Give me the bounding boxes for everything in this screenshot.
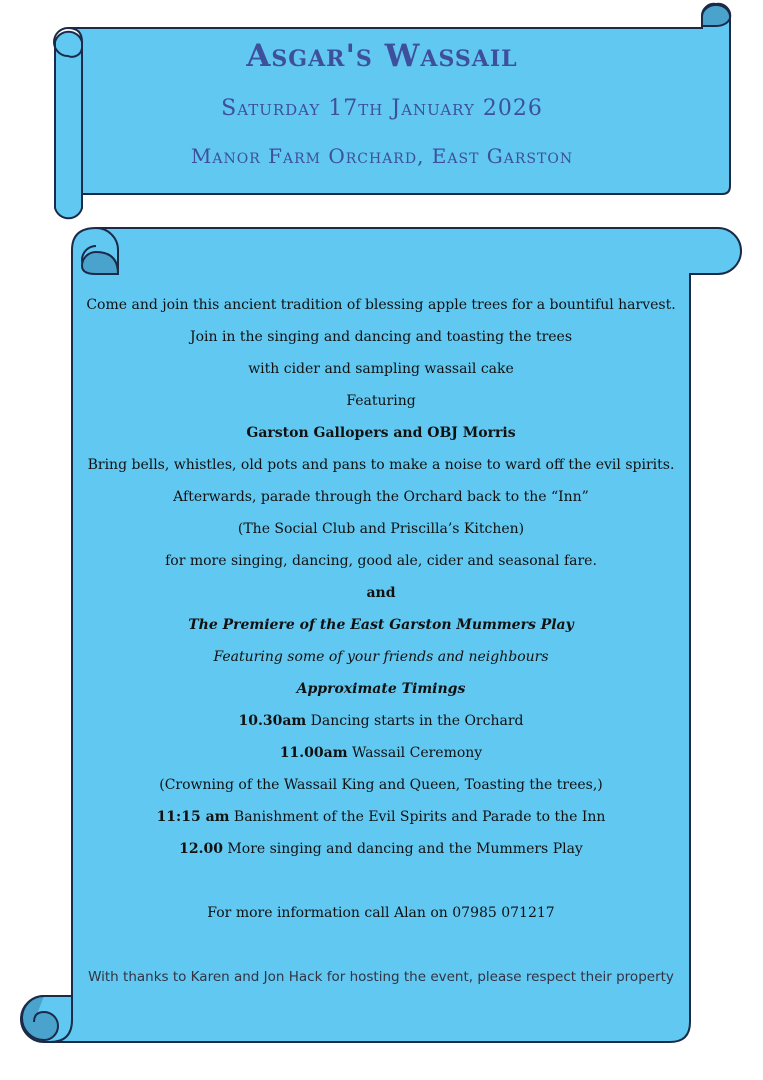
timing-row — [72, 709, 690, 741]
timing-text: Dancing starts in the Orchard — [306, 713, 524, 729]
featuring-label: Featuring — [346, 393, 416, 409]
timings-heading: Approximate Timings — [296, 681, 466, 697]
inn-note: (The Social Club and Priscilla’s Kitchen) — [237, 521, 525, 537]
timing-row — [72, 837, 690, 869]
timing-row — [72, 805, 690, 837]
timing-time: 10.30am — [238, 713, 307, 729]
intro-text: Come and join this ancient tradition of blessing apple trees for a bountiful harvest. — [86, 297, 676, 313]
timing-text: Banishment of the Evil Spirits and Parade to the Inn — [229, 809, 606, 825]
contact-info: For more information call Alan on 07985 071217 — [207, 905, 555, 921]
more-fare-text: for more singing, dancing, good ale, cider and seasonal fare. — [165, 553, 597, 569]
timing-time: 12.00 — [179, 841, 223, 857]
performers: Garston Gallopers and OBJ Morris — [246, 425, 516, 441]
timing-time: 11:15 am — [156, 809, 230, 825]
timing-text: (Crowning of the Wassail King and Queen, Toasting the trees,) — [159, 777, 603, 793]
bring-noise-text: Bring bells, whistles, old pots and pans to make a noise to ward off the evil spirits. — [87, 457, 675, 473]
event-venue: Manor Farm Orchard, East Garston — [190, 144, 574, 168]
event-title: Asgar's Wassail — [246, 38, 518, 74]
timing-time: 11.00am — [279, 745, 348, 761]
timing-text: More singing and dancing and the Mummers Play — [222, 841, 583, 857]
and-label: and — [366, 585, 396, 601]
friends-text: Featuring some of your friends and neighbours — [213, 649, 549, 665]
event-date: Saturday 17th January 2026 — [221, 96, 543, 121]
afterwards-text: Afterwards, parade through the Orchard back to the “Inn” — [173, 489, 589, 505]
premiere-title: The Premiere of the East Garston Mummers Play — [188, 617, 574, 633]
timing-row — [72, 741, 690, 773]
event-details — [72, 293, 690, 997]
timing-row — [72, 773, 690, 805]
join-line-2: with cider and sampling wassail cake — [248, 361, 514, 377]
join-line-1: Join in the singing and dancing and toasting the trees — [189, 329, 573, 345]
timing-text: Wassail Ceremony — [347, 745, 483, 761]
thanks-text: With thanks to Karen and Jon Hack for hosting the event, please respect their property — [88, 969, 674, 985]
